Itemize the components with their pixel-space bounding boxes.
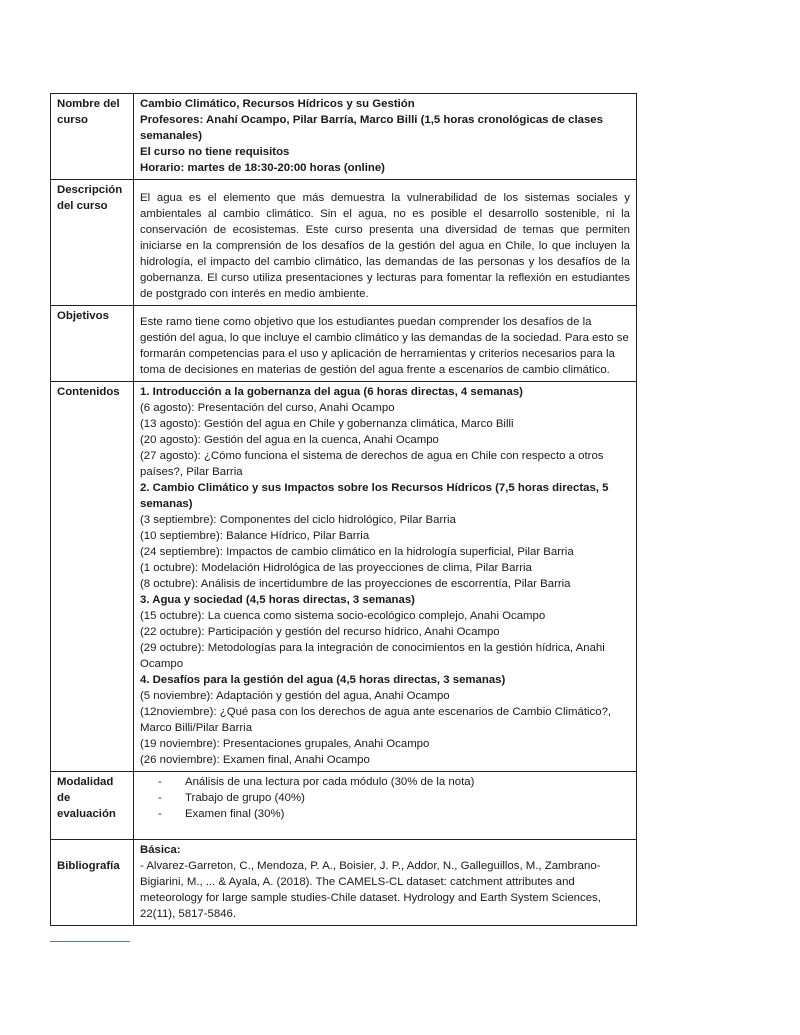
- contents-cell: [134, 382, 637, 772]
- module-3: [140, 592, 630, 672]
- objectives-row: [51, 306, 637, 382]
- bibliography-heading: Básica:: [140, 844, 181, 856]
- session-item: (22 octubre): Participación y gestión del recurso hídrico, Anahi Ocampo: [140, 626, 500, 638]
- evaluation-item: [158, 806, 630, 822]
- evaluation-label: Modalidad de evaluación: [51, 772, 134, 840]
- module-4: [140, 672, 630, 768]
- course-requisites: El curso no tiene requisitos: [140, 146, 290, 158]
- description-row: [51, 180, 637, 306]
- module-2: [140, 480, 630, 592]
- description-label: Descripción del curso: [51, 180, 134, 306]
- syllabus-table: [50, 93, 637, 926]
- objectives-cell: [134, 306, 637, 382]
- session-item: (8 octubre): Análisis de incertidumbre de las proyecciones de escorrentía, Pilar Barria: [140, 578, 571, 590]
- description-text: El agua es el elemento que más demuestra la vulnerabilidad de los sistemas sociales y ambientales al cambio climático. Sin el agua, no es posible el desarrollo sostenible, ni la conservación de ecosistemas. Este curso presenta una diversidad de temas que permiten iniciarse en la comprensión de los desafíos de la gestión del agua en Chile, lo que incluyen la hidrología, el impacto del cambio climático, las demandas de las personas y los desafíos de la gobernanza. El curso utiliza presentaciones y lecturas para fomentar la reflexión en estudiantes de postgrado con interés en medio ambiente.: [140, 192, 630, 300]
- contents-row: [51, 382, 637, 772]
- module-1: [140, 384, 630, 480]
- module-title: 2. Cambio Climático y sus Impactos sobre los Recursos Hídricos (7,5 horas directas, 5 semanas): [140, 482, 609, 510]
- bullet-dash: -: [158, 776, 162, 788]
- course-name-cell: [134, 94, 637, 180]
- evaluation-item: [158, 774, 630, 790]
- session-item: (5 noviembre): Adaptación y gestión del agua, Anahi Ocampo: [140, 690, 450, 702]
- evaluation-item: [158, 790, 630, 806]
- session-item: (20 agosto): Gestión del agua en la cuenca, Anahi Ocampo: [140, 434, 439, 446]
- bullet-dash: -: [158, 808, 162, 820]
- evaluation-item-text: Trabajo de grupo (40%): [185, 792, 305, 804]
- course-name-label: Nombre del curso: [51, 94, 134, 180]
- session-item: (26 noviembre): Examen final, Anahi Ocampo: [140, 754, 370, 766]
- module-title: 1. Introducción a la gobernanza del agua (6 horas directas, 4 semanas): [140, 386, 523, 398]
- course-name-row: [51, 94, 637, 180]
- session-item: (6 agosto): Presentación del curso, Anahi Ocampo: [140, 402, 395, 414]
- evaluation-item-text: Análisis de una lectura por cada módulo (30% de la nota): [185, 776, 475, 788]
- session-item: (15 octubre): La cuenca como sistema socio-ecológico complejo, Anahi Ocampo: [140, 610, 546, 622]
- evaluation-item-text: Examen final (30%): [185, 808, 285, 820]
- contents-label: Contenidos: [51, 382, 134, 772]
- evaluation-row: [51, 772, 637, 840]
- session-item: (3 septiembre): Componentes del ciclo hidrológico, Pilar Barria: [140, 514, 456, 526]
- page-divider-line: [50, 941, 130, 942]
- session-item: (12noviembre): ¿Qué pasa con los derechos de agua ante escenarios de Cambio Climático?, Marco Billi/Pilar Barria: [140, 706, 612, 734]
- session-item: (10 septiembre): Balance Hídrico, Pilar Barria: [140, 530, 370, 542]
- description-cell: [134, 180, 637, 306]
- bibliography-cell: [134, 840, 637, 926]
- objectives-text: Este ramo tiene como objetivo que los estudiantes puedan comprender los desafíos de la gestión del agua, lo que incluye el cambio climático y las demandas de la sociedad. Para esto se formarán competencias para el uso y aplicación de herramientas y criterios necesarios para la toma de decisiones en materias de gestión del agua frente a escenarios de cambio climático.: [140, 316, 629, 376]
- session-item: (13 agosto): Gestión del agua en Chile y gobernanza climática, Marco Billi: [140, 418, 514, 430]
- bibliography-row: [51, 840, 637, 926]
- session-item: (27 agosto): ¿Cómo funciona el sistema de derechos de agua en Chile con respecto a otros países?, Pilar Barria: [140, 450, 604, 478]
- bullet-dash: -: [158, 792, 162, 804]
- objectives-label: Objetivos: [51, 306, 134, 382]
- module-title: 3. Agua y sociedad (4,5 horas directas, 3 semanas): [140, 594, 415, 606]
- course-professors: Profesores: Anahí Ocampo, Pilar Barría, Marco Billi (1,5 horas cronológicas de clases semanales): [140, 114, 603, 142]
- session-item: (24 septiembre): Impactos de cambio climático en la hidrología superficial, Pilar Barria: [140, 546, 574, 558]
- bibliography-label-cell: [51, 840, 134, 926]
- evaluation-cell: [134, 772, 637, 840]
- session-item: (29 octubre): Metodologías para la integración de conocimientos en la gestión hídrica, Anahi Ocampo: [140, 642, 605, 670]
- bibliography-label: Bibliografía: [57, 860, 120, 872]
- session-item: (1 octubre): Modelación Hidrológica de las proyecciones de clima, Pilar Barria: [140, 562, 532, 574]
- course-schedule: Horario: martes de 18:30-20:00 horas (online): [140, 162, 385, 174]
- module-title: 4. Desafíos para la gestión del agua (4,5 horas directas, 3 semanas): [140, 674, 506, 686]
- session-item: (19 noviembre): Presentaciones grupales, Anahi Ocampo: [140, 738, 430, 750]
- evaluation-list: [140, 774, 630, 822]
- course-title: Cambio Climático, Recursos Hídricos y su Gestión: [140, 98, 415, 110]
- bibliography-entry: - Alvarez-Garreton, C., Mendoza, P. A., Boisier, J. P., Addor, N., Galleguillos, M., Zambrano-Bigiarini, M., ... & Ayala, A. (2018). The CAMELS-CL dataset: catchment attributes and meteorology for large sample studies-Chile dataset. Hydrology and Earth System Sciences, 22(11), 5817-5846.: [140, 860, 601, 920]
